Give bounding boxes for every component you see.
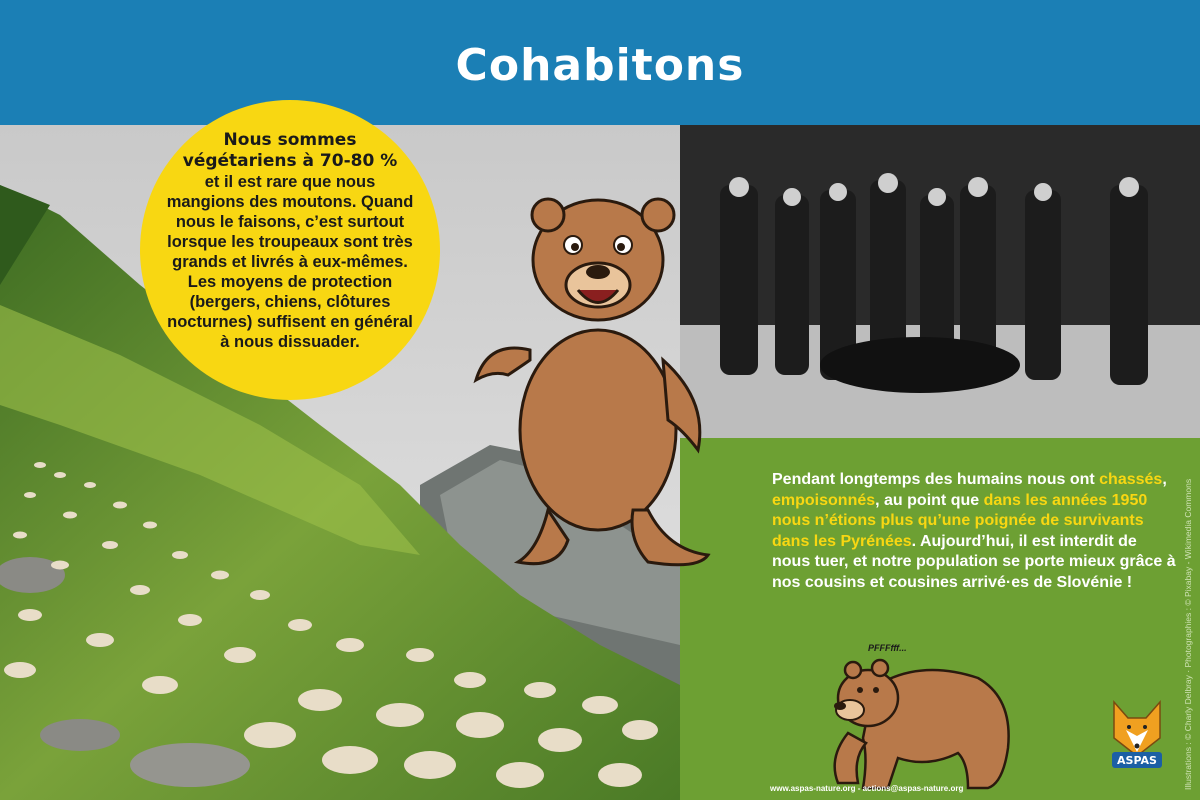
story-highlight-chasses: chassés	[1099, 471, 1163, 488]
story-highlight-survivants: dans les années 1950 nous n’étions plus qu’une poignée de survivants dans les Pyrénées	[772, 491, 1148, 550]
footer-contact: www.aspas-nature.org - actions@aspas-nature.org	[770, 784, 964, 793]
photo-credit: Illustrations : © Charly Delbray · Photographies : © Pixabay - Wikimedia Commons	[1183, 478, 1193, 790]
bubble-text	[165, 130, 415, 352]
story-part1: Pendant longtemps des humains nous ont	[772, 471, 1100, 488]
grumpy-bear-illustration	[818, 648, 1018, 793]
logo-text: ASPAS	[1117, 754, 1157, 767]
story-part5: , au point que	[875, 491, 984, 509]
story-part7: . Aujourd’hui, il est interdit de nous tuer, et notre population se porte mieux grâce à nos cousins et cousines arrivé·es de Slovénie !	[772, 532, 1176, 591]
aspas-logo	[1108, 700, 1166, 772]
page-title: Cohabitons	[455, 40, 745, 91]
story-highlight-empoisonnes: empoisonnés	[772, 491, 876, 509]
cartoon-bear-illustration	[468, 190, 748, 580]
bubble-body: et il est rare que nous mangions des moutons. Quand nous le faisons, c’est surtout lorsque les troupeaux sont très grands et livrés à eux-mêmes. Les moyens de protection (bergers, chiens, clôtures nocturnes) suffisent en général à nous dissuader.	[166, 173, 414, 351]
historical-hunters-photo	[680, 125, 1200, 438]
story-part3: ,	[1162, 471, 1167, 488]
bear-sound-text: PFFFfff...	[868, 643, 907, 653]
bubble-highlight-line1: Nous sommes	[223, 130, 357, 150]
story-text	[772, 470, 1176, 593]
bubble-highlight-line2: végétariens à 70-80 %	[182, 151, 398, 171]
